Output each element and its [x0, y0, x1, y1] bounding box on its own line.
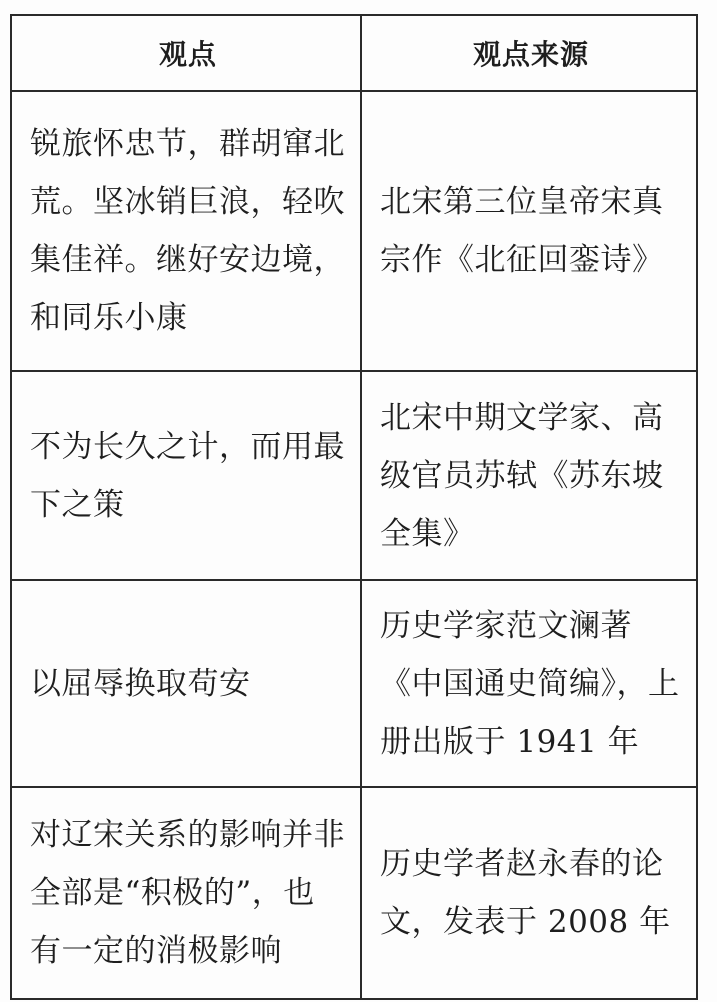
header-source: 观点来源: [361, 15, 697, 91]
viewpoint-cell: 以屈辱换取苟安: [11, 580, 361, 787]
source-cell: 北宋中期文学家、高级官员苏轼《苏东坡全集》: [361, 371, 697, 580]
source-cell: 历史学者赵永春的论文，发表于 2008 年: [361, 787, 697, 999]
table-row: [11, 580, 697, 787]
header-viewpoint: 观点: [11, 15, 361, 91]
table-row: [11, 787, 697, 999]
source-cell: 历史学家范文澜著《中国通史简编》，上册出版于 1941 年: [361, 580, 697, 787]
header-row: [11, 15, 697, 91]
table-row: [11, 371, 697, 580]
viewpoint-cell: 不为长久之计，而用最下之策: [11, 371, 361, 580]
table-row: [11, 91, 697, 371]
viewpoint-source-table: [10, 14, 698, 1000]
source-cell: 北宋第三位皇帝宋真宗作《北征回銮诗》: [361, 91, 697, 371]
viewpoint-cell: 对辽宋关系的影响并非全部是“积极的”，也有一定的消极影响: [11, 787, 361, 999]
viewpoint-cell: 锐旅怀忠节，群胡窜北荒。坚冰销巨浪，轻吹集佳祥。继好安边境，和同乐小康: [11, 91, 361, 371]
